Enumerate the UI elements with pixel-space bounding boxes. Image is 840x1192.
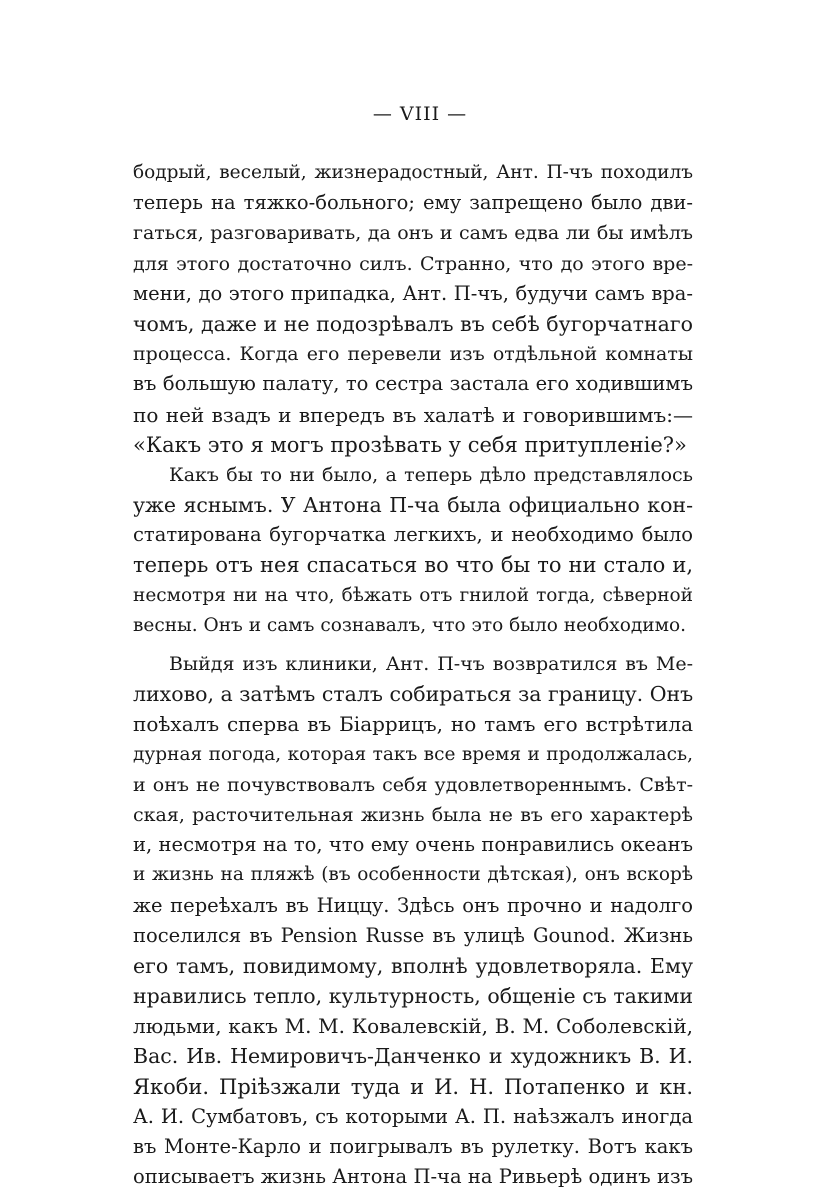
text-line: теперь отъ нея спасаться во что бы то ни стало и, xyxy=(133,553,693,578)
text-line: уже яснымъ. У Антона П-ча была официально кон- xyxy=(133,493,693,518)
text-line: статирована бугорчатка легкихъ, и необходимо было xyxy=(133,523,693,547)
text-line: гаться, разговаривать, да онъ и самъ едва ли бы имѣлъ xyxy=(133,222,693,245)
text-line: въ Монте-Карло и поигрывалъ въ рулетку. Вотъ какъ xyxy=(133,1135,693,1158)
text-line: теперь на тяжко-больного; ему запрещено было дви- xyxy=(133,191,693,215)
text-line: бодрый, веселый, жизнерадостный, Ант. П-чъ походилъ xyxy=(133,162,693,183)
text-line: Якоби. Пріѣзжали туда и И. Н. Потапенко и кн. xyxy=(133,1074,693,1099)
text-line: по ней взадъ и впередъ въ халатѣ и говорившимъ:— xyxy=(133,402,693,427)
text-line: А. И. Сумбатовъ, съ которыми А. П. наѣзжалъ иногда xyxy=(133,1104,693,1128)
text-line: несмотря ни на что, бѣжать отъ гнилой тогда, сѣверной xyxy=(133,584,693,606)
text-line: Выйдя изъ клиники, Ант. П-чъ возвратился въ Ме- xyxy=(169,653,693,675)
text-line: поѣхалъ сперва въ Біаррицъ, но тамъ его встрѣтила xyxy=(133,712,693,737)
text-line: процесса. Когда его перевели изъ отдѣльной комнаты xyxy=(133,343,693,366)
text-line: дурная погода, которая такъ все время и продолжалась, xyxy=(133,743,693,765)
text-line: «Какъ это я могъ прозѣвать у себя притупленіе?» xyxy=(133,432,687,457)
text-line: описываетъ жизнь Антона П-ча на Ривьерѣ одинъ изъ xyxy=(133,1165,693,1189)
page-number: — VIII — xyxy=(372,103,468,125)
text-line: нравились тепло, культурность, общеніе съ такими xyxy=(133,984,693,1009)
text-line: поселился въ Pension Russe въ улицѣ Gounod. Жизнь xyxy=(133,923,693,947)
text-line: людьми, какъ М. М. Ковалевскій, В. М. Соболевскій, xyxy=(133,1014,693,1039)
text-line: и онъ не почувствовалъ себя удовлетвореннымъ. Свѣт- xyxy=(133,773,693,796)
text-line: Вас. Ив. Немировичъ-Данченко и художникъ В. И. xyxy=(133,1044,693,1069)
text-line: же переѣхалъ въ Ниццу. Здѣсь онъ прочно и надолго xyxy=(133,893,693,917)
text-line: и жизнь на пляжѣ (въ особенности дѣтская), онъ вскорѣ xyxy=(133,864,693,886)
text-line: весны. Онъ и самъ сознавалъ, что это было необходимо. xyxy=(133,614,686,636)
text-line: чомъ, даже и не подозрѣвалъ въ себѣ бугорчатнаго xyxy=(133,311,693,336)
text-line: лихово, а затѣмъ сталъ собираться за границу. Онъ xyxy=(133,682,693,707)
text-line: его тамъ, повидимому, вполнѣ удовлетворяла. Ему xyxy=(133,953,693,978)
text-line: въ большую палату, то сестра застала его ходившимъ xyxy=(133,372,693,396)
text-line: для этого достаточно силъ. Странно, что до этого вре- xyxy=(133,252,693,275)
text-line: Какъ бы то ни было, а теперь дѣло представлялось xyxy=(169,463,693,486)
text-line: мени, до этого припадка, Ант. П-чъ, будучи самъ вра- xyxy=(133,281,693,305)
text-line: и, несмотря на то, что ему очень понравились океанъ xyxy=(133,833,693,857)
text-line: ская, расточительная жизнь была не въ его характерѣ xyxy=(133,803,693,826)
body-text xyxy=(133,158,693,1192)
